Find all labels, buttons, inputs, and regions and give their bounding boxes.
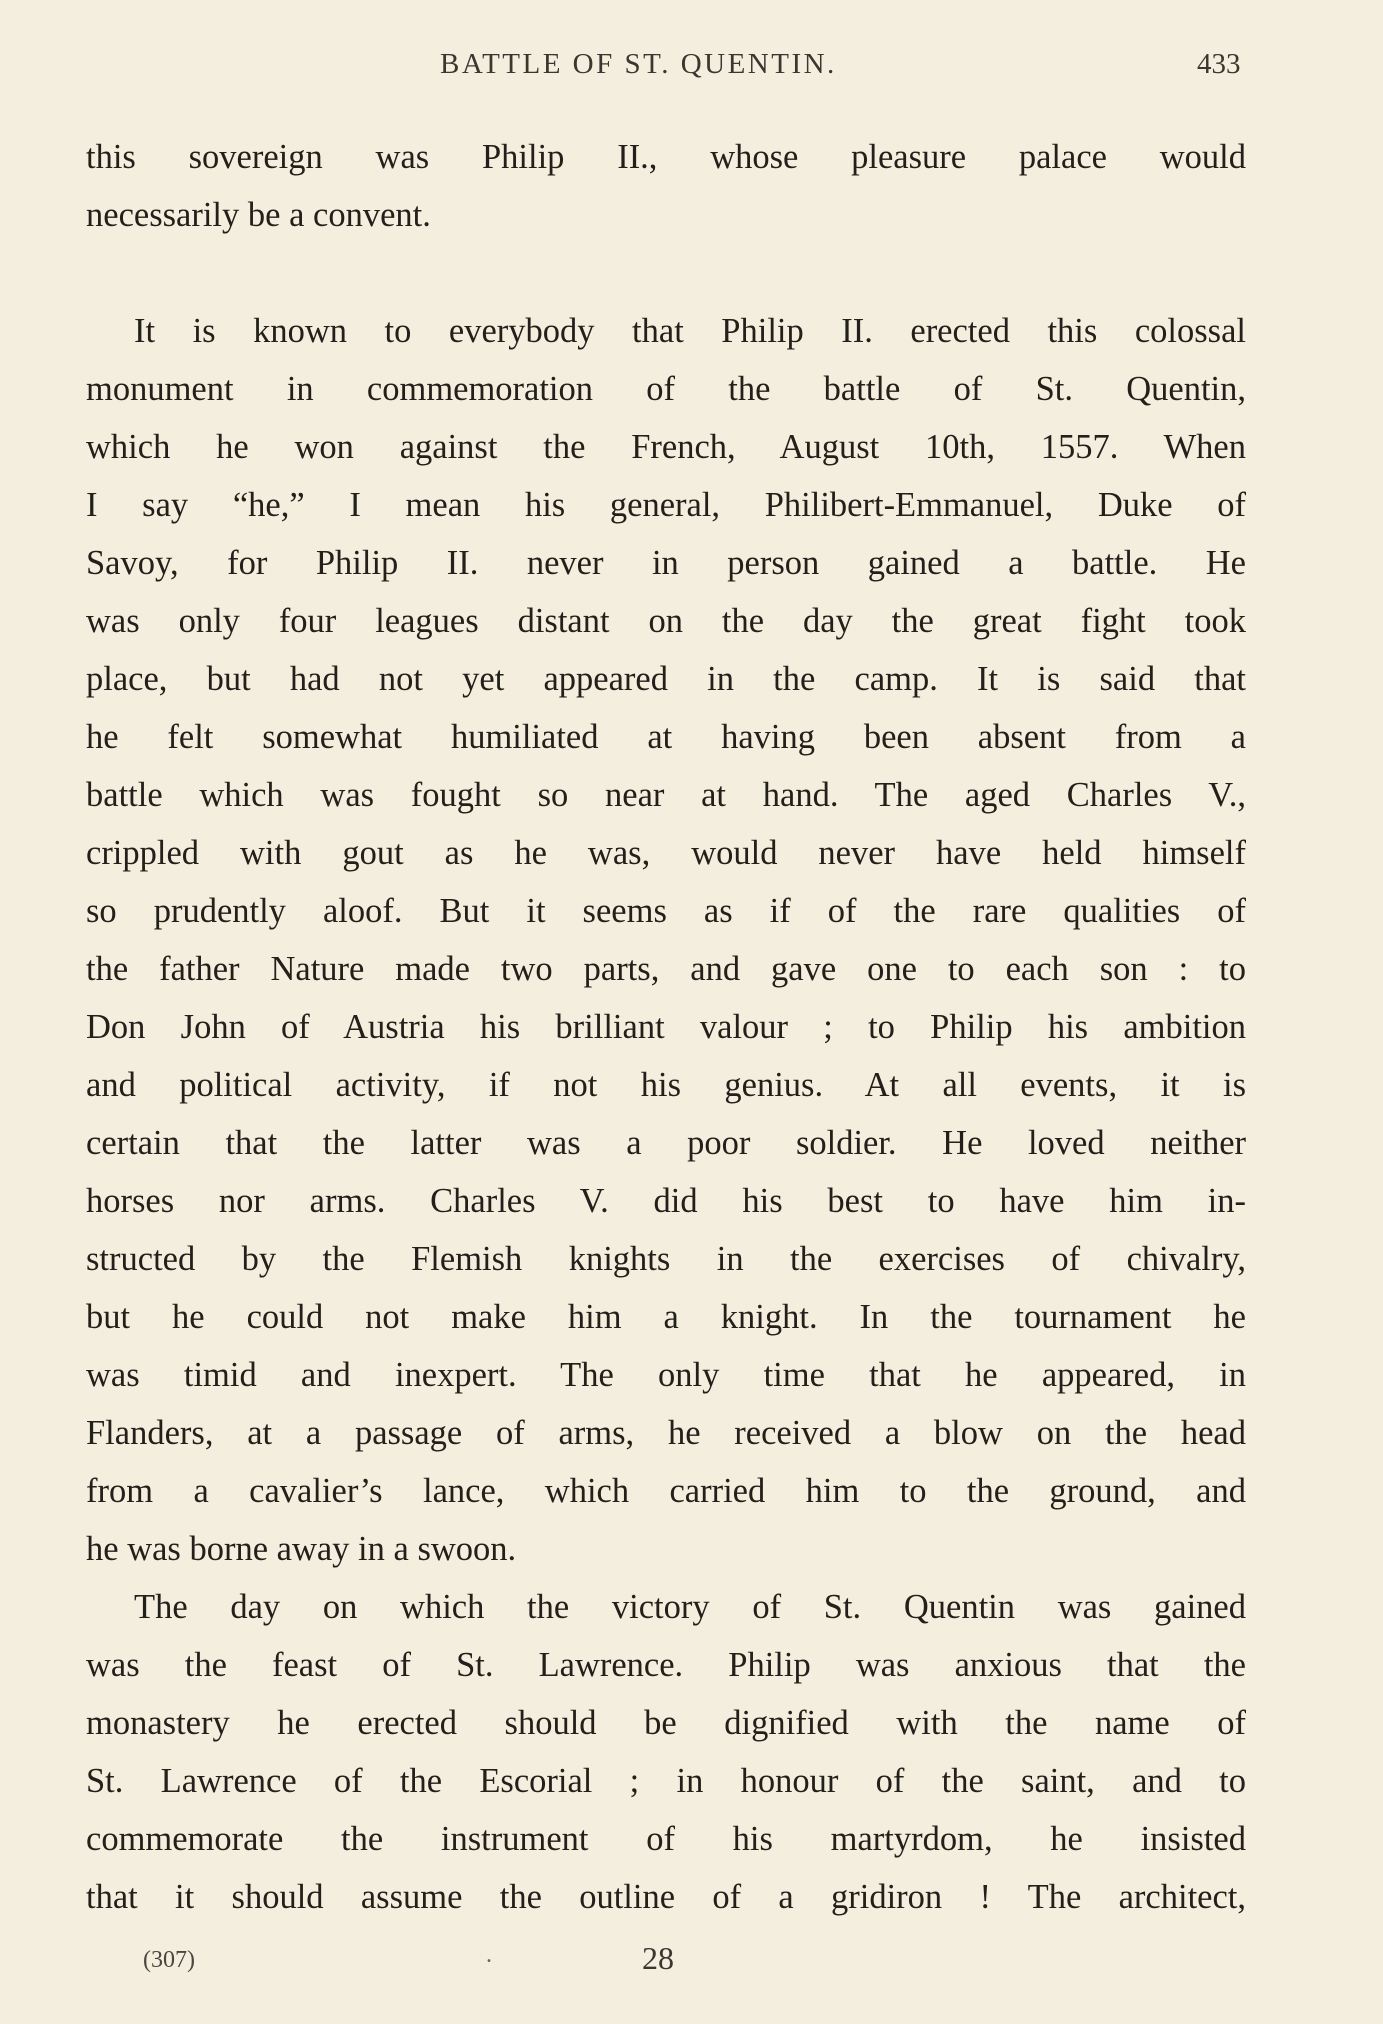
text-line: battle which was fought so near at hand. The aged Charles V., (86, 776, 1246, 814)
text-line: St. Lawrence of the Escorial ; in honour of the saint, and to (86, 1762, 1246, 1800)
text-line: this sovereign was Philip II., whose pleasure palace would (86, 138, 1246, 176)
text-line: was the feast of St. Lawrence. Philip was anxious that the (86, 1646, 1246, 1684)
text-line: the father Nature made two parts, and gave one to each son : to (86, 950, 1246, 988)
text-line: but he could not make him a knight. In the tournament he (86, 1298, 1246, 1336)
body-text (86, 128, 1246, 1926)
text-line: so prudently aloof. But it seems as if of the rare qualities of (86, 892, 1246, 930)
text-line: was only four leagues distant on the day the great fight took (86, 602, 1246, 640)
text-line: Flanders, at a passage of arms, he received a blow on the head (86, 1414, 1246, 1452)
footer-separator: . (486, 1942, 492, 1968)
text-line: certain that the latter was a poor soldier. He loved neither (86, 1124, 1246, 1162)
sheet-number: 28 (642, 1940, 674, 1976)
text-line: The day on which the victory of St. Quentin was gained (134, 1588, 1246, 1626)
text-line: that it should assume the outline of a gridiron ! The architect, (86, 1878, 1246, 1916)
text-line: horses nor arms. Charles V. did his best to have him in- (86, 1182, 1246, 1220)
text-line: Don John of Austria his brilliant valour ; to Philip his ambition (86, 1008, 1246, 1046)
text-line: which he won against the French, August 10th, 1557. When (86, 428, 1246, 466)
text-line: It is known to everybody that Philip II. erected this colossal (134, 312, 1246, 350)
text-line: Savoy, for Philip II. never in person gained a battle. He (86, 544, 1246, 582)
signature-mark: (307) (143, 1947, 195, 1973)
text-line: he was borne away in a swoon. (86, 1530, 517, 1568)
text-line: he felt somewhat humiliated at having been absent from a (86, 718, 1246, 756)
text-line: monument in commemoration of the battle of St. Quentin, (86, 370, 1246, 408)
text-line: crippled with gout as he was, would never have held himself (86, 834, 1246, 872)
text-line: necessarily be a convent. (86, 196, 431, 234)
text-line: from a cavalier’s lance, which carried him to the ground, and (86, 1472, 1246, 1510)
text-line: and political activity, if not his genius. At all events, it is (86, 1066, 1246, 1104)
text-line: monastery he erected should be dignified with the name of (86, 1704, 1246, 1742)
running-title: BATTLE OF ST. QUENTIN. (440, 48, 837, 80)
text-line: place, but had not yet appeared in the camp. It is said that (86, 660, 1246, 698)
text-line: structed by the Flemish knights in the exercises of chivalry, (86, 1240, 1246, 1278)
text-line: commemorate the instrument of his martyrdom, he insisted (86, 1820, 1246, 1858)
page-number: 433 (1197, 48, 1241, 80)
text-line: I say “he,” I mean his general, Philibert-Emmanuel, Duke of (86, 486, 1246, 524)
paragraph-gap (86, 244, 1246, 302)
text-line: was timid and inexpert. The only time that he appeared, in (86, 1356, 1246, 1394)
